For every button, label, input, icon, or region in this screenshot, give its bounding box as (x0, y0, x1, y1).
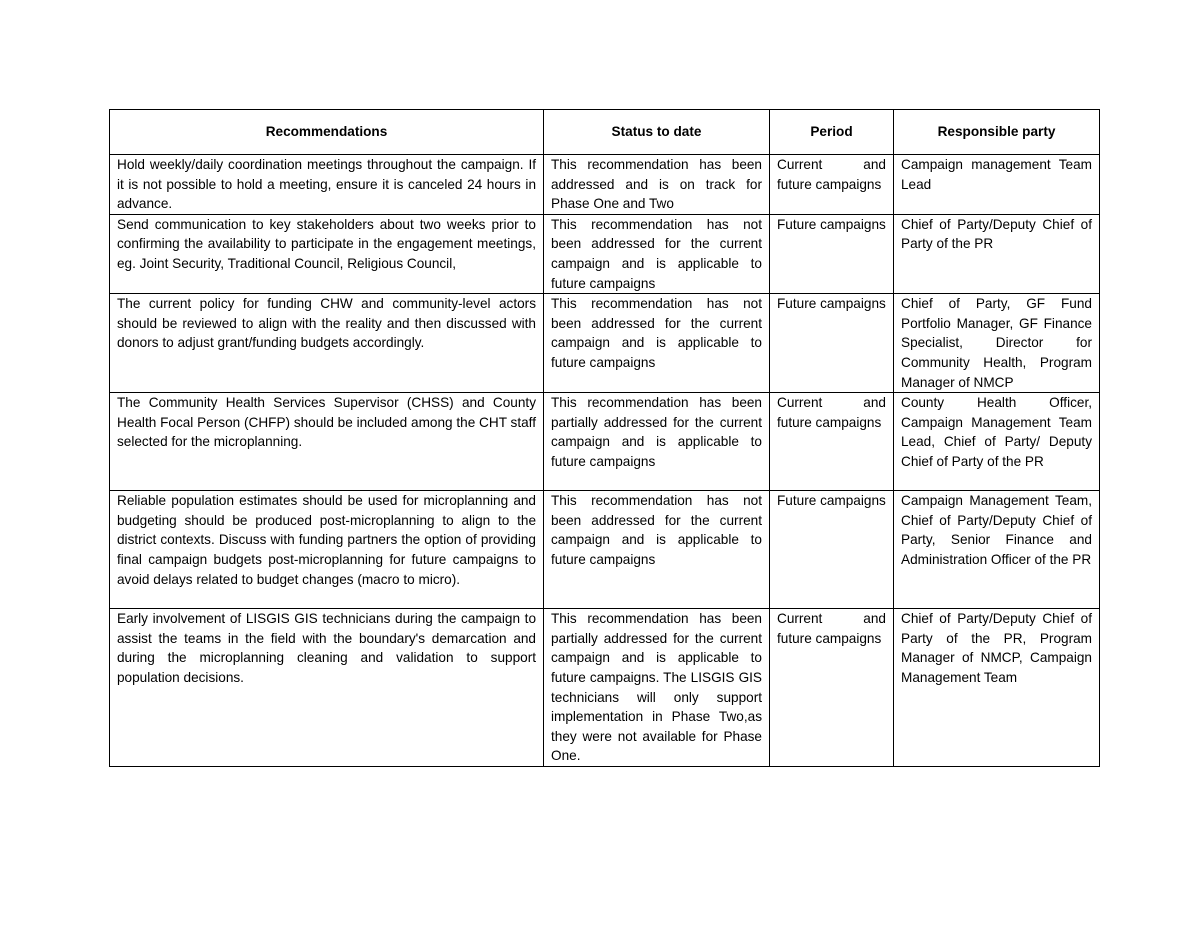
header-period: Period (770, 110, 894, 155)
header-responsible-party: Responsible party (894, 110, 1100, 155)
status-cell: This recommendation has not been addressed for the current campaign and is applicable to future campaigns (544, 491, 770, 609)
recommendation-cell: Early involvement of LISGIS GIS technicians during the campaign to assist the teams in the field with the boundary's demarcation and during the microplanning cleaning and validation to support population decisions. (110, 609, 544, 767)
period-cell: Future campaigns (770, 294, 894, 393)
status-cell: This recommendation has been partially addressed for the current campaign and is applicable to future campaigns (544, 393, 770, 491)
responsible-party-cell: County Health Officer, Campaign Management Team Lead, Chief of Party/ Deputy Chief of Party of the PR (894, 393, 1100, 491)
status-cell: This recommendation has not been addressed for the current campaign and is applicable to future campaigns (544, 294, 770, 393)
table-header-row (110, 110, 1100, 155)
status-cell: This recommendation has been partially addressed for the current campaign and is applicable to future campaigns. The LISGIS GIS technicians will only support implementation in Phase Two,as they were not available for Phase One. (544, 609, 770, 767)
header-status: Status to date (544, 110, 770, 155)
responsible-party-cell: Campaign management Team Lead (894, 155, 1100, 215)
responsible-party-cell: Chief of Party/Deputy Chief of Party of the PR (894, 214, 1100, 293)
table-row (110, 609, 1100, 767)
responsible-party-cell: Chief of Party/Deputy Chief of Party of the PR, Program Manager of NMCP, Campaign Management Team (894, 609, 1100, 767)
recommendation-cell: Send communication to key stakeholders about two weeks prior to confirming the availability to participate in the engagement meetings, eg. Joint Security, Traditional Council, Religious Council, (110, 214, 544, 293)
recommendation-cell: Reliable population estimates should be used for microplanning and budgeting should be produced post-microplanning to align to the district contexts. Discuss with funding partners the option of providing final campaign budgets post-microplanning for future campaigns to avoid delays related to budget changes (macro to micro). (110, 491, 544, 609)
table-row (110, 294, 1100, 393)
responsible-party-cell: Chief of Party, GF Fund Portfolio Manager, GF Finance Specialist, Director for Community Health, Program Manager of NMCP (894, 294, 1100, 393)
recommendation-cell: The Community Health Services Supervisor (CHSS) and County Health Focal Person (CHFP) should be included among the CHT staff selected for the microplanning. (110, 393, 544, 491)
status-cell: This recommendation has been addressed and is on track for Phase One and Two (544, 155, 770, 215)
table-row (110, 491, 1100, 609)
recommendations-table (109, 109, 1100, 767)
period-cell: Current and future campaigns (770, 155, 894, 215)
period-cell: Current and future campaigns (770, 609, 894, 767)
period-cell: Future campaigns (770, 491, 894, 609)
table-row (110, 393, 1100, 491)
header-recommendations: Recommendations (110, 110, 544, 155)
responsible-party-cell: Campaign Management Team, Chief of Party/Deputy Chief of Party, Senior Finance and Administration Officer of the PR (894, 491, 1100, 609)
table-row (110, 155, 1100, 215)
table-row (110, 214, 1100, 293)
recommendation-cell: The current policy for funding CHW and community-level actors should be reviewed to align with the reality and then discussed with donors to adjust grant/funding budgets accordingly. (110, 294, 544, 393)
status-cell: This recommendation has not been addressed for the current campaign and is applicable to future campaigns (544, 214, 770, 293)
period-cell: Future campaigns (770, 214, 894, 293)
recommendation-cell: Hold weekly/daily coordination meetings throughout the campaign. If it is not possible to hold a meeting, ensure it is canceled 24 hours in advance. (110, 155, 544, 215)
period-cell: Current and future campaigns (770, 393, 894, 491)
